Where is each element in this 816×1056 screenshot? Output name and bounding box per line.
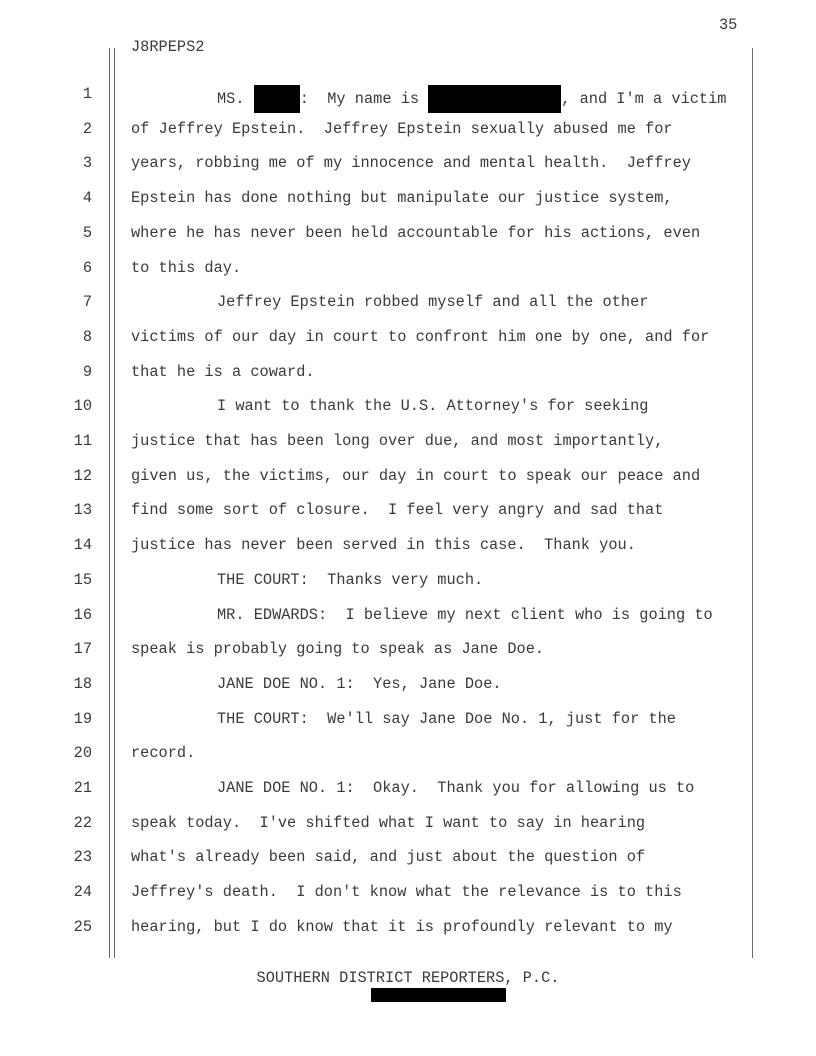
- transcript-line: speak today. I've shifted what I want to say in hearing: [131, 813, 646, 832]
- transcript-line: THE COURT: Thanks very much.: [217, 570, 484, 589]
- line-number: 25: [73, 917, 92, 936]
- transcript-line: hearing, but I do know that it is profoundly relevant to my: [131, 917, 673, 936]
- court-reporter-footer: SOUTHERN DISTRICT REPORTERS, P.C.: [256, 969, 560, 987]
- transcript-text-segment: : My name is: [299, 90, 429, 109]
- transcript-line: justice has never been served in this case. Thank you.: [131, 536, 636, 555]
- line-number: 8: [82, 327, 92, 346]
- transcript-line: given us, the victims, our day in court to speak our peace and: [131, 466, 701, 485]
- transcript-line: years, robbing me of my innocence and mental health. Jeffrey: [131, 154, 691, 173]
- line-number: 17: [73, 640, 92, 659]
- transcript-line: justice that has been long over due, and most importantly,: [131, 432, 664, 450]
- line-number: 5: [82, 223, 92, 242]
- left-margin-rule-outer: [109, 48, 110, 958]
- line-number: 20: [73, 744, 92, 763]
- line-number: 3: [82, 154, 92, 173]
- line-number: 16: [73, 605, 92, 624]
- line-number: 23: [73, 848, 92, 867]
- line-number: 15: [73, 570, 92, 589]
- transcript-line: JANE DOE NO. 1: Yes, Jane Doe.: [217, 674, 502, 693]
- right-margin-rule: [752, 48, 753, 958]
- transcript-line: THE COURT: We'll say Jane Doe No. 1, just for the: [217, 709, 676, 728]
- line-number: 13: [73, 501, 92, 520]
- page-number: 35: [719, 16, 738, 34]
- line-number: 22: [73, 813, 92, 832]
- transcript-line: what's already been said, and just about the question of: [131, 848, 646, 867]
- line-number: 10: [73, 397, 92, 416]
- redaction-bar: [428, 85, 561, 113]
- line-number: 18: [73, 674, 92, 693]
- transcript-text-segment: MS.: [217, 90, 254, 109]
- transcript-line: JANE DOE NO. 1: Okay. Thank you for allowing us to: [217, 779, 695, 797]
- transcript-line: where he has never been held accountable for his actions, even: [131, 223, 701, 242]
- transcript-line: that he is a coward.: [131, 362, 315, 381]
- line-number: 21: [73, 779, 92, 797]
- transcript-text-segment: , and I'm a victim: [561, 90, 727, 109]
- case-id: J8RPEPS2: [131, 38, 205, 56]
- line-number: 9: [82, 362, 92, 381]
- transcript-line: find some sort of closure. I feel very angry and sad that: [131, 501, 664, 520]
- line-number: 1: [82, 85, 92, 103]
- redaction-bar: [254, 85, 300, 113]
- transcript-line: of Jeffrey Epstein. Jeffrey Epstein sexually abused me for: [131, 119, 673, 138]
- line-number: 14: [73, 536, 92, 555]
- line-number: 2: [82, 119, 92, 138]
- line-number: 6: [82, 258, 92, 277]
- line-number: 19: [73, 709, 92, 728]
- transcript-line: victims of our day in court to confront him one by one, and for: [131, 327, 710, 346]
- transcript-line: I want to thank the U.S. Attorney's for seeking: [217, 397, 649, 416]
- line-number: 4: [82, 189, 92, 208]
- transcript-line: record.: [131, 744, 196, 763]
- transcript-line: [217, 85, 726, 113]
- transcript-line: Jeffrey's death. I don't know what the relevance is to this: [131, 883, 682, 902]
- line-number: 12: [73, 466, 92, 485]
- transcript-line: to this day.: [131, 258, 242, 277]
- transcript-line: MR. EDWARDS: I believe my next client who is going to: [217, 605, 713, 624]
- line-number: 24: [73, 883, 92, 902]
- redaction-bar-footer: [371, 988, 506, 1002]
- transcript-line: speak is probably going to speak as Jane Doe.: [131, 640, 545, 659]
- line-number: 11: [73, 432, 92, 450]
- transcript-line: Jeffrey Epstein robbed myself and all the other: [217, 293, 649, 312]
- transcript-line: Epstein has done nothing but manipulate our justice system,: [131, 189, 673, 208]
- left-margin-rule-inner: [114, 48, 115, 958]
- line-number: 7: [82, 293, 92, 312]
